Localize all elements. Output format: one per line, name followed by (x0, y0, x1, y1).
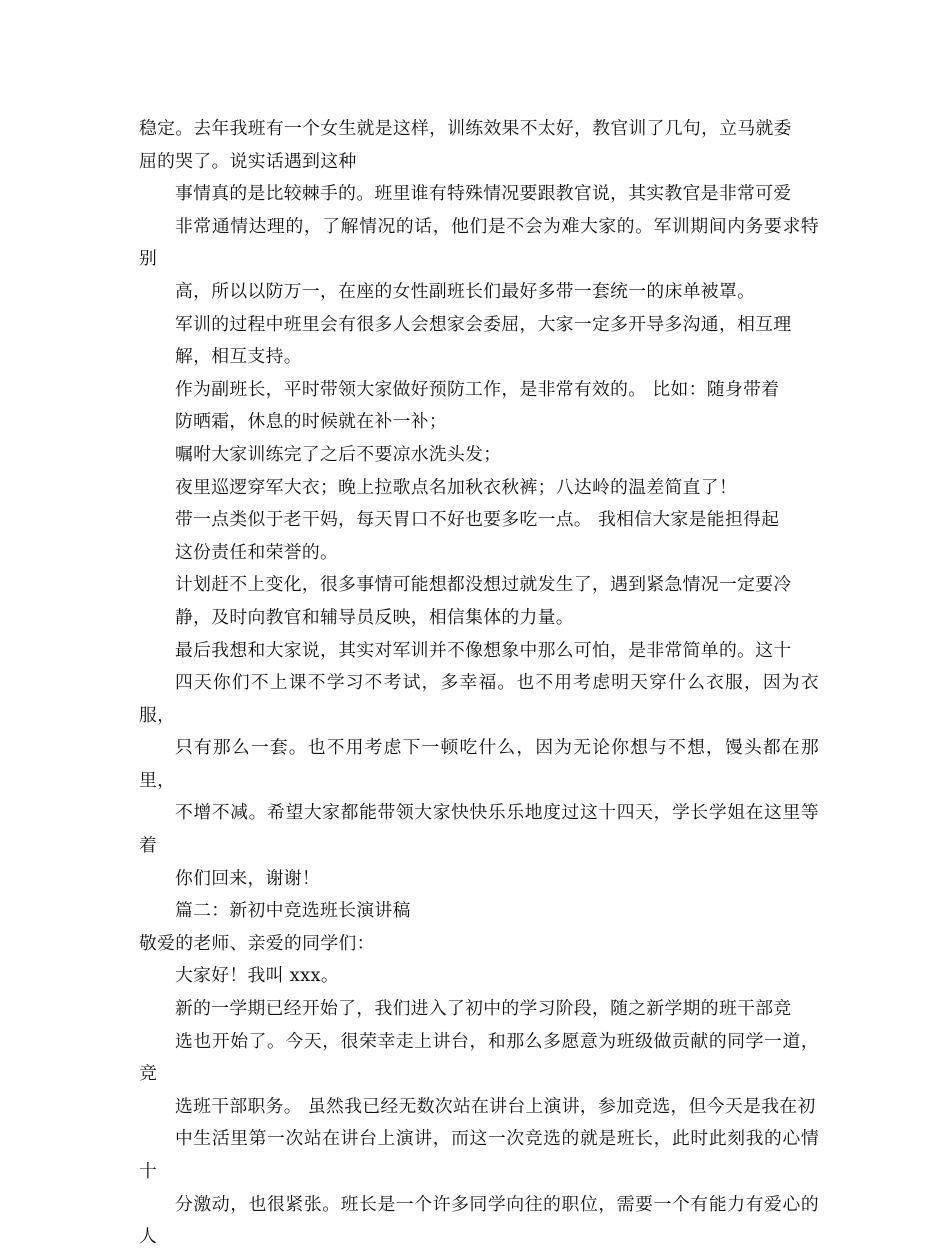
text-line: 分激动，也很紧张。班长是一个许多同学向往的职位，需要一个有能力有爱心的人 (139, 1193, 819, 1248)
text-line: 带一点类似于老干妈，每天胃口不好也要多吃一点。 我相信大家是能担得起 (175, 509, 780, 531)
text-line: 稳定。去年我班有一个女生就是这样，训练效果不太好，教官训了几句，立马就委 (139, 118, 792, 139)
text-line: 只有那么一套。也不用考虑下一顿吃什么，因为无论你想与不想，馒头都在那里， (139, 737, 819, 791)
text-line: 作为副班长，平时带领大家做好预防工作，是非常有效的。 比如：随身带着 (175, 378, 780, 400)
paragraph (139, 895, 819, 928)
text-line: 计划赶不上变化，很多事情可能想都没想过就发生了，遇到紧急情况一定要冷 (175, 574, 792, 596)
text-line: 选班干部职务。 虽然我已经无数次站在讲台上演讲，参加竞选，但今天是我在初 (175, 1095, 816, 1117)
paragraph (139, 439, 819, 472)
paragraph (139, 374, 819, 439)
text-line: 非常通情达理的，了解情况的话，他们是不会为难大家的。军训期间内务要求特别 (139, 215, 819, 270)
paragraph (139, 504, 819, 569)
text-line: 新的一学期已经开始了，我们进入了初中的学习阶段，随之新学期的班干部竞 (175, 998, 792, 1020)
document-body (139, 113, 819, 1254)
text-line: 中生活里第一次站在讲台上演讲，而这一次竞选的就是班长，此时此刻我的心情十 (139, 1128, 819, 1182)
text-line: 你们回来，谢谢！ (175, 867, 321, 889)
text-line: 嘱咐大家训练完了之后不要凉水洗头发； (175, 443, 502, 465)
text-line: 选也开始了。今天，很荣幸走上讲台，和那么多愿意为班级做贡献的同学一道，竞 (139, 1030, 819, 1085)
text-line: 四天你们不上课不学习不考试，多幸福。也不用考虑明天穿什么衣服，因为衣服， (139, 672, 819, 726)
text-line: 静，及时向教官和辅导员反映，相信集体的力量。 (175, 606, 574, 628)
text-line: 防晒霜，休息的时候就在补一补； (175, 411, 447, 433)
paragraph (139, 993, 819, 1254)
text-line: 最后我想和大家说，其实对军训并不像想象中那么可怕，是非常简单的。这十 (175, 639, 792, 661)
text-line: 解，相互支持。 (175, 346, 302, 368)
text-line: 不增不减。希望大家都能带领大家快快乐乐地度过这十四天，学长学姐在这里等着 (139, 802, 819, 857)
text-line: 高，所以以防万一，在座的女性副班长们最好多带一套统一的床单被罩。 (175, 280, 756, 302)
paragraph (139, 928, 819, 961)
paragraph (139, 635, 819, 896)
paragraph (139, 178, 819, 308)
text-line: 军训的过程中班里会有很多人会想家会委屈，大家一定多开导多沟通，相互理 (175, 313, 792, 335)
text-line: 事情真的是比较棘手的。班里谁有特殊情况要跟教官说，其实教官是非常可爱 (175, 183, 792, 205)
paragraph (139, 960, 819, 993)
paragraph (139, 309, 819, 374)
text-line: 敬爱的老师、亲爱的同学们： (139, 932, 375, 954)
text-line: 屈的哭了。说实话遇到这种 (139, 150, 357, 172)
text-line: 大家好！我叫 xxx。 (175, 965, 340, 987)
text-line: 这份责任和荣誉的。 (175, 541, 339, 563)
text-line: 夜里巡逻穿军大衣；晚上拉歌点名加秋衣秋裤；八达岭的温差简直了！ (175, 476, 738, 498)
paragraph (139, 472, 819, 505)
text-line: 篇二：新初中竞选班长演讲稿 (175, 900, 411, 922)
paragraph (139, 113, 819, 178)
paragraph (139, 569, 819, 634)
